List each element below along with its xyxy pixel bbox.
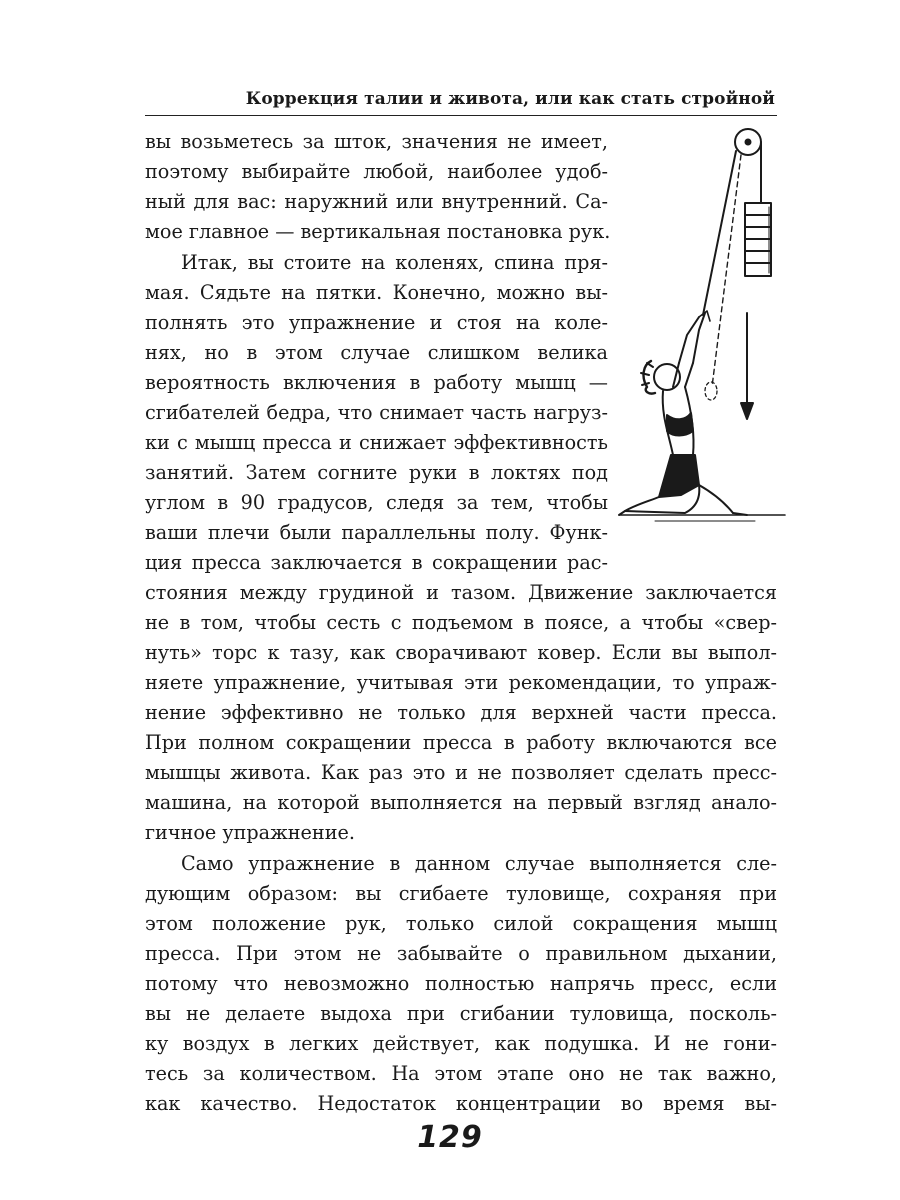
running-header: Коррекция талии и живота, или как стать стройной (245, 89, 775, 109)
text-line: дующим образом: вы сгибаете туловище, сохраняя при (145, 882, 777, 905)
text-line: ки с мышц пресса и снижает эффективность (145, 431, 608, 454)
text-line: нение эффективно не только для верхней части пресса. (145, 701, 777, 724)
text-line: ку воздух в легких действует, как подушка. И не гони- (145, 1032, 777, 1055)
text-line: мышцы живота. Как раз это и не позволяет сделать пресс- (145, 761, 777, 784)
header-rule (145, 115, 777, 116)
text-line: не в том, чтобы сесть с подъемом в поясе, а чтобы «свер- (145, 611, 777, 634)
text-line: занятий. Затем согните руки в локтях под (145, 461, 608, 484)
text-line: няете упражнение, учитывая эти рекомендации, то упраж- (145, 671, 777, 694)
text-line: вы возьметесь за шток, значения не имеет, (145, 130, 608, 153)
text-line: как качество. Недостаток концентрации во время вы- (145, 1092, 777, 1115)
text-line: этом положение рук, только силой сокращения мышц (145, 912, 777, 935)
text-line: сгибателей бедра, что снимает часть нагруз- (145, 401, 608, 424)
text-line: машина, на которой выполняется на первый взгляд анало- (145, 791, 777, 814)
text-line: нуть» торс к тазу, как сворачивают ковер. Если вы выпол- (145, 641, 777, 664)
exercise-illustration (615, 125, 790, 525)
text-line: пресса. При этом не забывайте о правильном дыхании, (145, 942, 777, 965)
text-line: вероятность включения в работу мышц — (145, 371, 608, 394)
text-line: Само упражнение в данном случае выполняется сле- (181, 852, 777, 875)
text-line: ваши плечи были параллельны полу. Функ- (145, 521, 608, 544)
page-number: 129 (417, 1120, 483, 1155)
text-line: вы не делаете выдоха при сгибании туловища, посколь- (145, 1002, 777, 1025)
text-line: нях, но в этом случае слишком велика (145, 341, 608, 364)
woman-kneeling-cable-crunch-illustration (615, 125, 790, 525)
text-line: ция пресса заключается в сокращении рас- (145, 551, 608, 574)
text-line: углом в 90 градусов, следя за тем, чтобы (145, 491, 608, 514)
text-line: При полном сокращении пресса в работу включаются все (145, 731, 777, 754)
text-line: Итак, вы стоите на коленях, спина пря- (181, 251, 608, 274)
text-line: гичное упражнение. (145, 821, 355, 844)
text-line: ный для вас: наружний или внутренний. Са- (145, 190, 608, 213)
text-line: тесь за количеством. На этом этапе оно не так важно, (145, 1062, 777, 1085)
text-line: стояния между грудиной и тазом. Движение заключается (145, 581, 777, 604)
text-line: мое главное — вертикальная постановка рук. (145, 220, 611, 243)
text-line: поэтому выбирайте любой, наиболее удоб- (145, 160, 608, 183)
text-line: мая. Сядьте на пятки. Конечно, можно вы- (145, 281, 608, 304)
text-line: полнять это упражнение и стоя на коле- (145, 311, 608, 334)
text-line: потому что невозможно полностью напрячь пресс, если (145, 972, 777, 995)
